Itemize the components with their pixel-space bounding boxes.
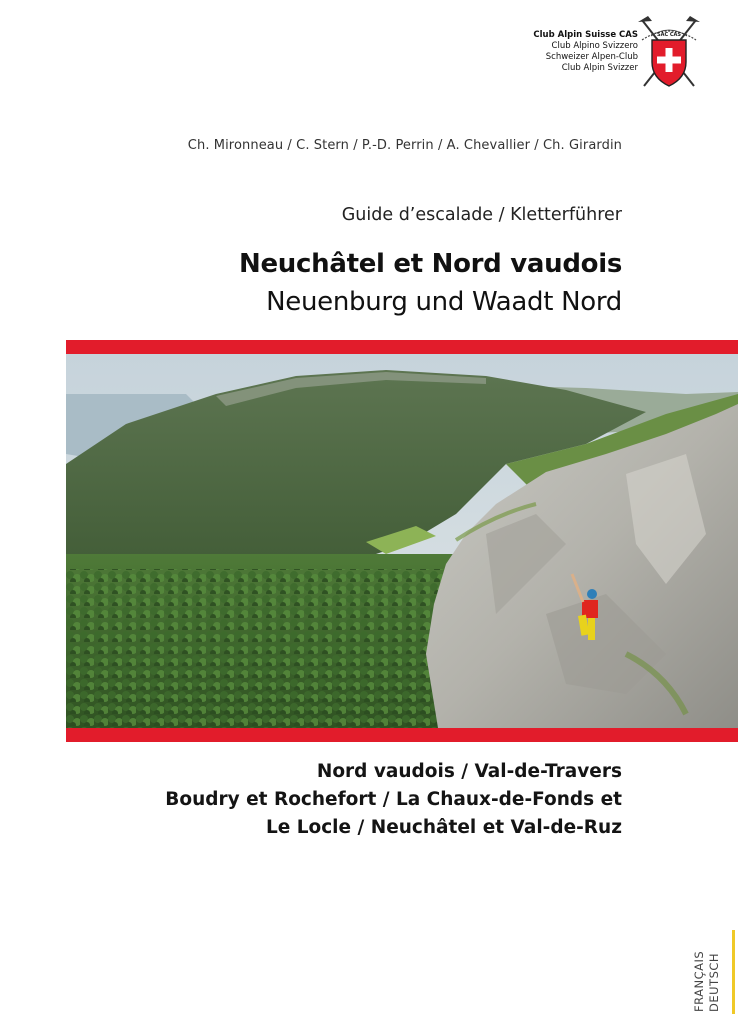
language-marker [732, 930, 735, 1014]
language-german: DEUTSCH [707, 952, 721, 1012]
language-french: FRANÇAIS [692, 950, 706, 1012]
regions-line-3: Le Locle / Neuchâtel et Val-de-Ruz [265, 817, 622, 838]
club-name-de: Schweizer Alpen-Club [545, 52, 638, 62]
landscape-climber-image [66, 354, 738, 728]
regions-line-2: Boudry et Rochefort / La Chaux-de-Fonds et [165, 789, 622, 810]
authors: Ch. Mironneau / C. Stern / P.-D. Perrin / A. Chevallier / Ch. Girardin [187, 138, 622, 153]
club-name-fr: Club Alpin Suisse CAS [533, 30, 638, 40]
regions-line-1: Nord vaudois / Val-de-Travers [316, 761, 622, 782]
sac-logo-icon [636, 12, 702, 90]
title-french: Neuchâtel et Nord vaudois [239, 249, 622, 279]
logo-lettering: SAC CAS [656, 32, 682, 38]
title-german: Neuenburg und Waadt Nord [266, 287, 622, 317]
cover-photo [66, 354, 738, 728]
guide-subtitle: Guide d’escalade / Kletterführer [341, 205, 622, 225]
red-band-top [66, 340, 738, 354]
regions-list [165, 758, 622, 842]
club-name-rm: Club Alpin Svizzer [561, 63, 638, 73]
red-band-bottom [66, 728, 738, 742]
language-strip [692, 900, 728, 1018]
club-name-it: Club Alpino Svizzero [551, 41, 638, 51]
club-names [533, 30, 638, 74]
